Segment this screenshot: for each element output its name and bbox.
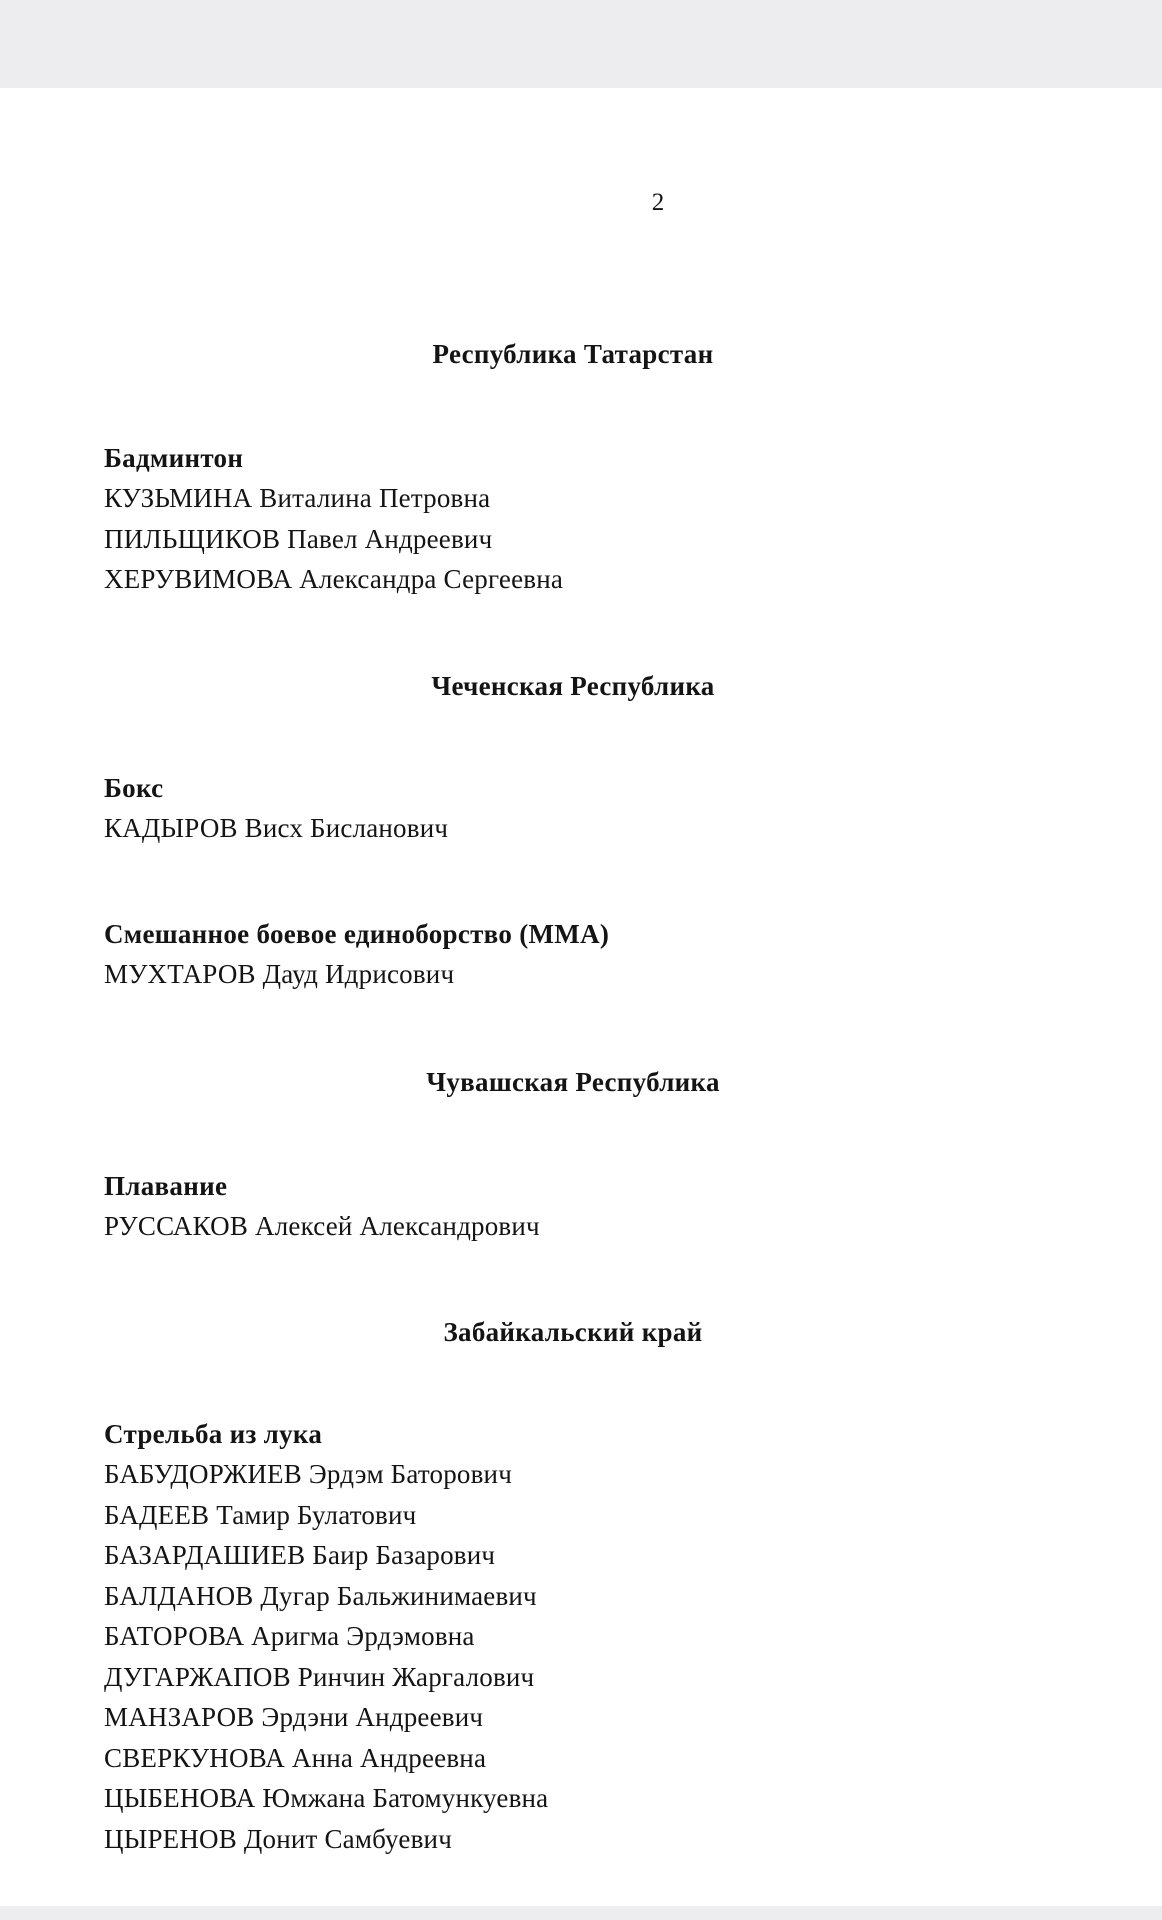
sport-group <box>104 438 563 600</box>
region-section <box>104 670 818 702</box>
athlete-name: КАДЫРОВ Висх Бисланович <box>104 813 449 843</box>
sport-heading: Плавание <box>104 1171 228 1201</box>
region-section <box>104 1316 818 1348</box>
athlete-name: БАЗАРДАШИЕВ Баир Базарович <box>104 1540 496 1570</box>
region-heading: Чувашская Республика <box>426 1067 720 1097</box>
athlete-name: ПИЛЬЩИКОВ Павел Андреевич <box>104 523 493 554</box>
sport-heading: Смешанное боевое единоборство (ММА) <box>104 919 610 949</box>
region-heading: Чеченская Республика <box>431 671 715 701</box>
athlete-name: БАБУДОРЖИЕВ Эрдэм Баторович <box>104 1459 512 1489</box>
sport-heading: Стрельба из лука <box>104 1419 323 1449</box>
athlete-name: ЦЫБЕНОВА Юмжана Батомункуевна <box>104 1783 549 1813</box>
region-heading: Республика Татарстан <box>432 339 714 369</box>
athlete-name: РУССАКОВ Алексей Александрович <box>104 1211 540 1241</box>
sport-group <box>104 1166 540 1247</box>
athlete-name: БАЛДАНОВ Дугар Бальжинимаевич <box>104 1580 537 1611</box>
athlete-name: МУХТАРОВ Дауд Идрисович <box>104 959 455 989</box>
athlete-name: СВЕРКУНОВА Анна Андреевна <box>104 1742 487 1773</box>
athlete-name: ХЕРУВИМОВА Александра Сергеевна <box>104 564 564 594</box>
athlete-name: ДУГАРЖАПОВ Ринчин Жаргалович <box>104 1661 535 1692</box>
region-section <box>104 338 818 370</box>
sport-group <box>104 1414 548 1859</box>
sport-heading: Бокс <box>104 773 164 803</box>
sport-group <box>104 768 448 849</box>
athlete-name: КУЗЬМИНА Виталина Петровна <box>104 483 491 513</box>
sport-heading: Бадминтон <box>104 443 244 473</box>
document-page <box>0 88 1162 1906</box>
athlete-name: МАНЗАРОВ Эрдэни Андреевич <box>104 1702 484 1732</box>
region-heading: Забайкальский край <box>443 1317 703 1347</box>
region-section <box>104 1066 818 1098</box>
page-number: 2 <box>651 189 665 216</box>
sport-group <box>104 914 609 995</box>
athlete-name: БАТОРОВА Аригма Эрдэмовна <box>104 1621 475 1651</box>
athlete-name: БАДЕЕВ Тамир Булатович <box>104 1499 417 1530</box>
athlete-name: ЦЫРЕНОВ Донит Самбуевич <box>104 1823 452 1854</box>
